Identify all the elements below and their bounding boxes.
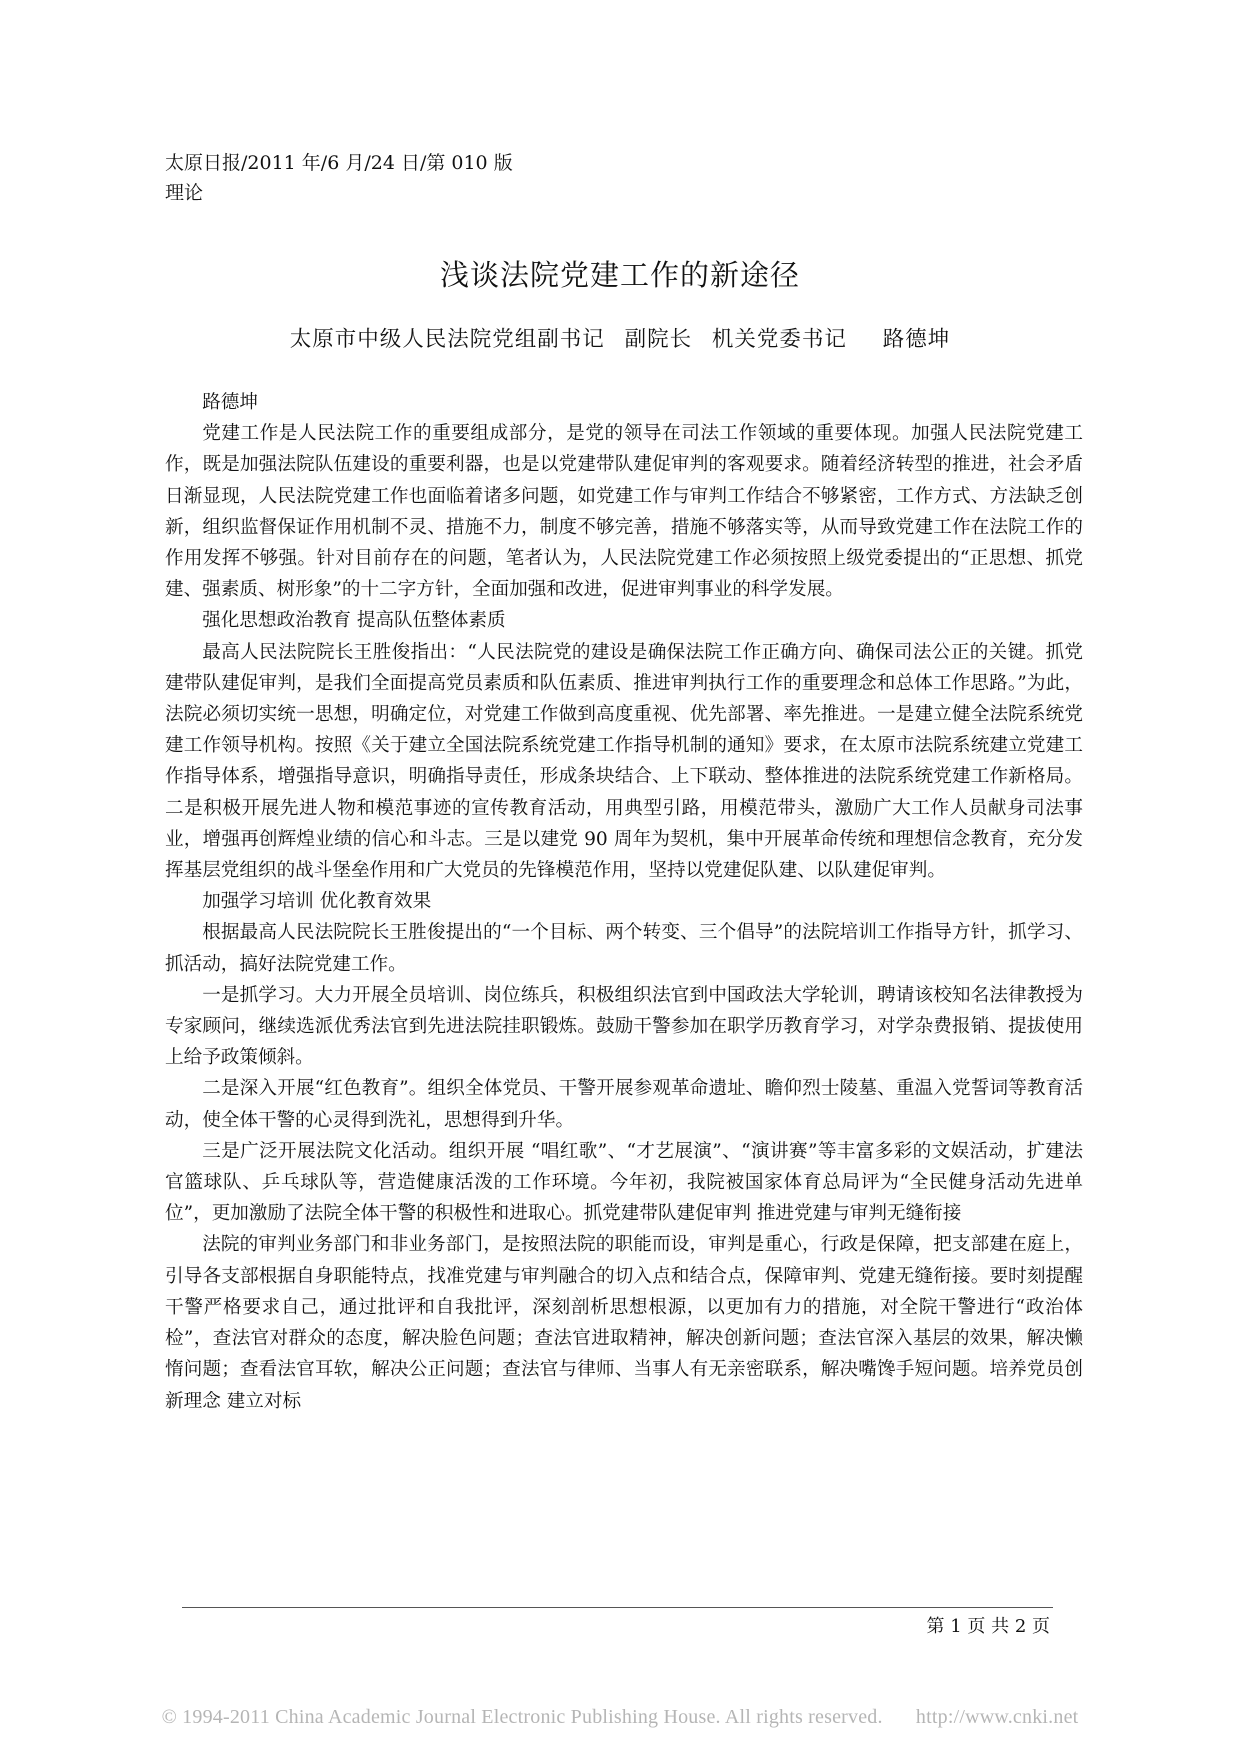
copyright-notice bbox=[0, 1706, 1240, 1729]
cnki-link[interactable]: http://www.cnki.net bbox=[915, 1706, 1079, 1728]
byline bbox=[0, 322, 1240, 353]
paragraph: 法院的审判业务部门和非业务部门，是按照法院的职能而设，审判是重心，行政是保障，把支部建在庭上，引导各支部根据自身职能特点，找准党建与审判融合的切入点和结合点，保障审判、党建无缝衔接。要时刻提醒干警严格要求自己，通过批评和自我批评，深刻剖析思想根源，以更加有力的措施，对全院干警进行“政治体检”，查法官对群众的态度，解决脸色问题；查法官进取精神，解决创新问题；查法官深入基层的效果，解决懒惰问题；查看法官耳软，解决公正问题；查法官与律师、当事人有无亲密联系，解决嘴馋手短问题。培养党员创新理念 建立对标 bbox=[165, 1234, 1083, 1412]
article-body bbox=[165, 387, 1083, 1417]
paragraph: 二是深入开展“红色教育”。组织全体党员、干警开展参观革命遗址、瞻仰烈士陵墓、重温入党誓词等教育活动，使全体干警的心灵得到洗礼，思想得到升华。 bbox=[165, 1078, 1083, 1131]
paragraph: 一是抓学习。大力开展全员培训、岗位练兵，积极组织法官到中国政法大学轮训，聘请该校知名法律教授为专家顾问，继续选派优秀法官到先进法院挂职锻炼。鼓励干警参加在职学历教育学习，对学杂费报销、提拔使用上给予政策倾斜。 bbox=[165, 984, 1083, 1069]
source-header bbox=[165, 148, 513, 208]
byline-author: 路德坤 bbox=[882, 327, 951, 352]
page-number: 第 1 页 共 2 页 bbox=[926, 1616, 1050, 1637]
paragraph: 最高人民法院院长王胜俊指出：“人民法院党的建设是确保法院工作正确方向、确保司法公正的关键。抓党建带队建促审判，是我们全面提高党员素质和队伍素质、推进审判执行工作的重要理念和总体工作思路。”为此，法院必须切实统一思想，明确定位，对党建工作做到高度重视、优先部署、率先推进。一是建立健全法院系统党建工作领导机构。按照《关于建立全国法院系统党建工作指导机制的通知》要求，在太原市法院系统建立党建工作指导体系，增强指导意识，明确指导责任，形成条块结合、上下联动、整体推进的法院系统党建工作新格局。二是积极开展先进人物和模范事迹的宣传教育活动，用典型引路，用模范带头，激励广大工作人员献身司法事业，增强再创辉煌业绩的信心和斗志。三是以建党 90 周年为契机，集中开展革命传统和理想信念教育，充分发挥基层党组织的战斗堡垒作用和广大党员的先锋模范作用，坚持以党建促队建、以队建促审判。 bbox=[165, 641, 1083, 882]
byline-position-2: 机关党委书记 bbox=[711, 327, 847, 352]
author-line: 路德坤 bbox=[202, 392, 258, 413]
section-heading: 强化思想政治教育 提高队伍整体素质 bbox=[202, 610, 506, 632]
paragraph: 三是广泛开展法院文化活动。组织开展 “唱红歌”、“才艺展演”、“演讲赛”等丰富多彩的文娱活动，扩建法官篮球队、乒乓球队等，营造健康活泼的工作环境。今年初，我院被国家体育总局评为“全民健身活动先进单位”，更加激励了法院全体干警的积极性和进取心。抓党建带队建促审判 推进党建与审判无缝衔接 bbox=[165, 1140, 1083, 1225]
copyright-text: © 1994-2011 China Academic Journal Electronic Publishing House. All rights reserved. bbox=[161, 1706, 883, 1728]
section-heading: 加强学习培训 优化教育效果 bbox=[202, 891, 432, 913]
byline-position-1: 副院长 bbox=[624, 327, 693, 352]
paragraph: 根据最高人民法院院长王胜俊提出的“一个目标、两个转变、三个倡导”的法院培训工作指导方针，抓学习、抓活动，搞好法院党建工作。 bbox=[165, 922, 1083, 975]
article-title: 浅谈法院党建工作的新途径 bbox=[439, 258, 800, 292]
source-line: 太原日报/2011 年/6 月/24 日/第 010 版 bbox=[165, 152, 513, 174]
paragraph: 党建工作是人民法院工作的重要组成部分，是党的领导在司法工作领域的重要体现。加强人民法院党建工作，既是加强法院队伍建设的重要利器，也是以党建带队建促审判的客观要求。随着经济转型的推进，社会矛盾日渐显现，人民法院党建工作也面临着诸多问题，如党建工作与审判工作结合不够紧密，工作方式、方法缺乏创新，组织监督保证作用机制不灵、措施不力，制度不够完善，措施不够落实等，从而导致党建工作在法院工作的作用发挥不够强。针对目前存在的问题，笔者认为，人民法院党建工作必须按照上级党委提出的“正思想、抓党建、强素质、树形象”的十二字方针，全面加强和改进，促进审判事业的科学发展。 bbox=[165, 423, 1083, 601]
column-label: 理论 bbox=[165, 182, 204, 204]
footer-divider bbox=[182, 1607, 1053, 1608]
byline-affiliation: 太原市中级人民法院党组副书记 bbox=[289, 327, 605, 352]
